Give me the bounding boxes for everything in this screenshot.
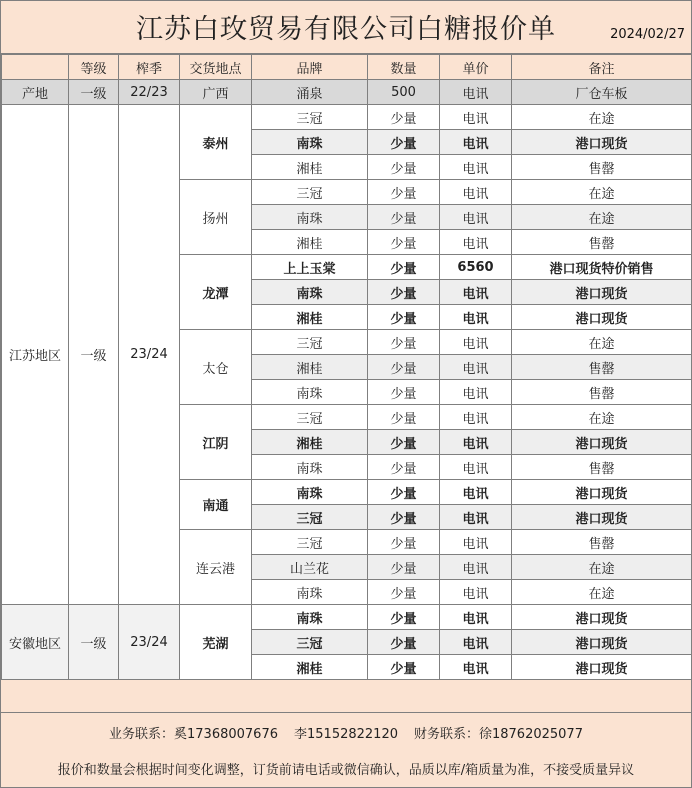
brand-cell: 三冠 <box>252 530 368 555</box>
price-cell: 6560 <box>440 255 512 280</box>
note-cell: 港口现货 <box>512 280 692 305</box>
price-cell: 电讯 <box>440 430 512 455</box>
location-cell: 泰州 <box>180 105 252 180</box>
price-cell: 电讯 <box>440 280 512 305</box>
qty-cell: 少量 <box>368 555 440 580</box>
qty-cell: 少量 <box>368 355 440 380</box>
brand-cell: 南珠 <box>252 380 368 405</box>
price-cell: 电讯 <box>440 230 512 255</box>
footer <box>1 712 691 787</box>
qty-cell: 少量 <box>368 305 440 330</box>
sheet-title: 江苏白玫贸易有限公司白糖报价单 <box>136 14 556 45</box>
qty-cell: 少量 <box>368 605 440 630</box>
price-cell: 电讯 <box>440 655 512 680</box>
location-cell: 太仓 <box>180 330 252 405</box>
qty-cell: 少量 <box>368 130 440 155</box>
origin-cell: 电讯 <box>440 80 512 105</box>
season-cell: 23/24 <box>119 605 180 680</box>
price-cell: 电讯 <box>440 630 512 655</box>
price-cell: 电讯 <box>440 555 512 580</box>
season-cell: 23/24 <box>119 105 180 605</box>
grade-cell: 一级 <box>69 105 119 605</box>
note-cell: 港口现货 <box>512 130 692 155</box>
note-cell: 在途 <box>512 405 692 430</box>
qty-cell: 少量 <box>368 255 440 280</box>
location-cell: 芜湖 <box>180 605 252 680</box>
note-cell: 港口现货 <box>512 430 692 455</box>
region-cell: 安徽地区 <box>2 605 69 680</box>
note-cell: 港口现货 <box>512 655 692 680</box>
note-cell: 港口现货 <box>512 630 692 655</box>
price-cell: 电讯 <box>440 130 512 155</box>
note-cell: 在途 <box>512 580 692 605</box>
location-cell: 扬州 <box>180 180 252 255</box>
note-cell: 售罄 <box>512 155 692 180</box>
price-cell: 电讯 <box>440 330 512 355</box>
note-cell: 港口现货特价销售 <box>512 255 692 280</box>
qty-cell: 少量 <box>368 180 440 205</box>
qty-cell: 少量 <box>368 230 440 255</box>
origin-cell: 厂仓车板 <box>512 80 692 105</box>
brand-cell: 三冠 <box>252 405 368 430</box>
brand-cell: 南珠 <box>252 130 368 155</box>
brand-cell: 湘桂 <box>252 430 368 455</box>
brand-cell: 南珠 <box>252 605 368 630</box>
price-table <box>1 54 692 680</box>
location-cell: 江阴 <box>180 405 252 480</box>
qty-cell: 少量 <box>368 530 440 555</box>
note-cell: 售罄 <box>512 355 692 380</box>
note-cell: 港口现货 <box>512 480 692 505</box>
qty-cell: 少量 <box>368 405 440 430</box>
header-cell: 品牌 <box>252 55 368 80</box>
origin-cell: 产地 <box>2 80 69 105</box>
note-cell: 在途 <box>512 555 692 580</box>
origin-cell: 广西 <box>180 80 252 105</box>
brand-cell: 湘桂 <box>252 230 368 255</box>
qty-cell: 少量 <box>368 330 440 355</box>
brand-cell: 三冠 <box>252 105 368 130</box>
brand-cell: 南珠 <box>252 480 368 505</box>
price-cell: 电讯 <box>440 105 512 130</box>
price-cell: 电讯 <box>440 380 512 405</box>
qty-cell: 少量 <box>368 155 440 180</box>
header-cell: 等级 <box>69 55 119 80</box>
business-contact-2: 李15152822120 <box>294 727 398 742</box>
header-cell: 单价 <box>440 55 512 80</box>
price-cell: 电讯 <box>440 530 512 555</box>
notice-line: 报价和数量会根据时间变化调整，订货前请电话或微信确认，品质以库/箱质量为准，不接受质量异议 <box>57 763 635 778</box>
grade-cell: 一级 <box>69 605 119 680</box>
qty-cell: 少量 <box>368 105 440 130</box>
header-cell: 榨季 <box>119 55 180 80</box>
header-cell: 交货地点 <box>180 55 252 80</box>
qty-cell: 少量 <box>368 630 440 655</box>
contact-line <box>1 723 691 742</box>
brand-cell: 湘桂 <box>252 355 368 380</box>
qty-cell: 少量 <box>368 480 440 505</box>
brand-cell: 湘桂 <box>252 305 368 330</box>
qty-cell: 少量 <box>368 205 440 230</box>
qty-cell: 少量 <box>368 430 440 455</box>
business-contact: 业务联系：奚17368007676 <box>109 727 278 742</box>
note-cell: 售罄 <box>512 455 692 480</box>
note-cell: 售罄 <box>512 530 692 555</box>
origin-cell: 一级 <box>69 80 119 105</box>
brand-cell: 湘桂 <box>252 155 368 180</box>
price-cell: 电讯 <box>440 355 512 380</box>
header-cell <box>2 55 69 80</box>
title-row <box>1 1 691 54</box>
price-cell: 电讯 <box>440 505 512 530</box>
brand-cell: 山兰花 <box>252 555 368 580</box>
note-cell: 售罄 <box>512 380 692 405</box>
brand-cell: 三冠 <box>252 505 368 530</box>
brand-cell: 三冠 <box>252 180 368 205</box>
sheet-date: 2024/02/27 <box>610 27 685 42</box>
note-cell: 在途 <box>512 180 692 205</box>
note-cell: 港口现货 <box>512 305 692 330</box>
region-cell: 江苏地区 <box>2 105 69 605</box>
origin-cell: 22/23 <box>119 80 180 105</box>
note-cell: 在途 <box>512 330 692 355</box>
qty-cell: 少量 <box>368 580 440 605</box>
brand-cell: 上上玉棠 <box>252 255 368 280</box>
note-cell: 在途 <box>512 205 692 230</box>
location-cell: 龙潭 <box>180 255 252 330</box>
header-row <box>2 55 692 80</box>
price-cell: 电讯 <box>440 580 512 605</box>
brand-cell: 南珠 <box>252 205 368 230</box>
qty-cell: 少量 <box>368 655 440 680</box>
note-cell: 售罄 <box>512 230 692 255</box>
location-cell: 连云港 <box>180 530 252 605</box>
brand-cell: 南珠 <box>252 280 368 305</box>
price-cell: 电讯 <box>440 405 512 430</box>
note-cell: 港口现货 <box>512 505 692 530</box>
brand-cell: 三冠 <box>252 630 368 655</box>
price-cell: 电讯 <box>440 155 512 180</box>
finance-contact: 财务联系：徐18762025077 <box>413 727 583 742</box>
origin-cell: 涌泉 <box>252 80 368 105</box>
header-cell: 数量 <box>368 55 440 80</box>
price-cell: 电讯 <box>440 455 512 480</box>
origin-cell: 500 <box>368 80 440 105</box>
location-cell: 南通 <box>180 480 252 530</box>
price-cell: 电讯 <box>440 605 512 630</box>
price-cell: 电讯 <box>440 180 512 205</box>
qty-cell: 少量 <box>368 505 440 530</box>
header-cell: 备注 <box>512 55 692 80</box>
price-cell: 电讯 <box>440 205 512 230</box>
note-cell: 港口现货 <box>512 605 692 630</box>
table-row <box>2 605 692 630</box>
qty-cell: 少量 <box>368 455 440 480</box>
note-cell: 在途 <box>512 105 692 130</box>
price-cell: 电讯 <box>440 480 512 505</box>
origin-row <box>2 80 692 105</box>
brand-cell: 三冠 <box>252 330 368 355</box>
price-cell: 电讯 <box>440 305 512 330</box>
table-row <box>2 105 692 130</box>
brand-cell: 湘桂 <box>252 655 368 680</box>
qty-cell: 少量 <box>368 380 440 405</box>
brand-cell: 南珠 <box>252 455 368 480</box>
qty-cell: 少量 <box>368 280 440 305</box>
brand-cell: 南珠 <box>252 580 368 605</box>
